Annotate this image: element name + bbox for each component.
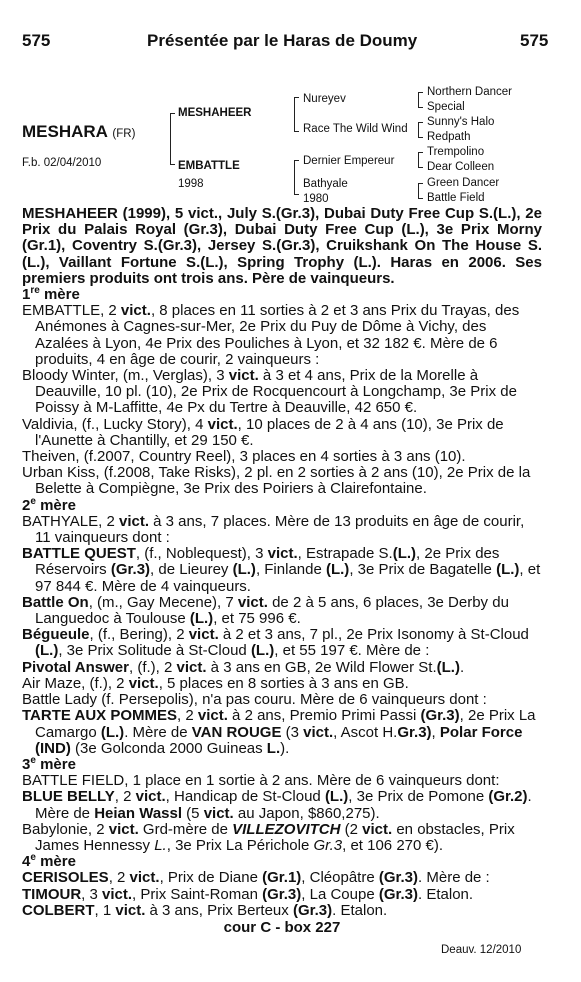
produce-entry: Battle On, (m., Gay Mecene), 7 vict. de 2 à 5 ans, 6 places, 3e Derby du Languedoc à Toulouse (L.), et 75 996 €. (22, 593, 509, 628)
section-first-dam: 1re mère (22, 285, 80, 304)
pedigree-sire: MESHAHEER (178, 107, 252, 119)
produce-entry: Bloody Winter, (m., Verglas), 3 vict. à 3 et 4 ans, Prix de la Morelle à Deauville, 10 pl. (10), 2e Prix de Rocquencourt à Longchamp, 3e Prix de Poissy à M-Laffitte, 4e Px du Tertre à Deauville, 42 650 €. (22, 367, 517, 417)
pedigree-dsd: Dear Colleen (427, 161, 495, 173)
catalogue-body (22, 206, 542, 936)
pedigree-dam-year: 1998 (178, 178, 204, 190)
lot-number-right: 575 (520, 31, 549, 50)
produce-entry: Babylonie, 2 vict. Grd-mère de VILLEZOVITCH (2 vict. en obstacles, Prix James Hennessy L., 3e Prix La Périchole Gr.3, et 106 270 €). (22, 820, 515, 854)
sale-reference: Deauv. 12/2010 (441, 944, 522, 956)
pedigree-sss: Northern Dancer (427, 86, 513, 98)
pedigree-sds: Sunny's Halo (427, 116, 495, 128)
sire-summary: MESHAHEER (1999), 5 vict., July S.(Gr.3), Dubai Duty Free Cup S.(L.), 2e Prix du Palais Royal (Gr.3), Dubai Duty Free Cup (L.), 3e Prix Morny (Gr.1), Coventry S.(Gr.3), Jersey S.(Gr.3), Cruikshank On The House S.(L.), Vaillant Fortune S.(L.), Spring Trophy (L.). Haras en 2006. Ses premiers produits ont trois ans. Père de vainqueurs. (22, 205, 542, 287)
section-third-dam: 3e mère (22, 754, 76, 773)
produce-entry: BLUE BELLY, 2 vict., Handicap de St-Cloud (L.), 3e Prix de Pomone (Gr.2). Mère de Heian Wassl (5 vict. au Japon, $860,275). (22, 788, 532, 822)
pedigree-dam: EMBATTLE (178, 160, 240, 172)
produce-entry: Bégueule, (f., Bering), 2 vict. à 2 et 3 ans, 7 pl., 2e Prix Isonomy à St-Cloud (L.), 3e Prix Solitude à St-Cloud (L.), et 55 197 €. Mère de : (22, 626, 529, 660)
produce-entry: Theiven, (f.2007, Country Reel), 3 places en 4 sorties à 3 ans (10). (22, 448, 466, 466)
horse-name: MESHARA (22, 122, 108, 141)
dam-entry: BATTLE FIELD, 1 place en 1 sortie à 2 ans. Mère de 6 vainqueurs dont: (22, 772, 500, 790)
stable-location: cour C - box 227 (223, 918, 341, 936)
section-fourth-dam: 4e mère (22, 852, 76, 871)
dam-entry: BATHYALE, 2 vict. à 3 ans, 7 places. Mère de 13 produits en âge de courir, 11 vainqueurs dont : (22, 512, 525, 547)
dam-entry: EMBATTLE, 2 vict., 8 places en 11 sorties à 2 et 3 ans Prix du Trayas, des Anémones à Cagnes-sur-Mer, 2e Prix du Puy de Dôme à Vichy, des Azalées à Lyon, 4e Prix des Pouliches à Lyon, et 32 182 €. Mère de 6 produits, 4 en âge de courir, 2 vainqueurs : (22, 302, 520, 368)
produce-entry: BATTLE QUEST, (f., Noblequest), 3 vict., Estrapade S.(L.), 2e Prix des Réservoirs (Gr.3), de Lieurey (L.), Finlande (L.), 3e Prix de Bagatelle (L.), et 97 844 €. Mère de 4 vainqueurs. (22, 545, 541, 595)
dam-entry: CERISOLES, 2 vict., Prix de Diane (Gr.1), Cléopâtre (Gr.3). Mère de : (22, 869, 490, 887)
pedigree-sd: Race The Wild Wind (303, 123, 408, 135)
horse-details: F.b. 02/04/2010 (22, 157, 102, 169)
produce-entry: Valdivia, (f., Lucky Story), 4 vict., 10 places de 2 à 4 ans (10), 3e Prix de l'Aunette à Chantilly, et 29 150 €. (22, 415, 504, 449)
pedigree-ds: Dernier Empereur (303, 155, 395, 167)
page-title: Présentée par le Haras de Doumy (147, 31, 418, 50)
horse-country: (FR) (112, 128, 136, 140)
pedigree-ss: Nureyev (303, 93, 346, 105)
produce-entry: TARTE AUX POMMES, 2 vict. à 2 ans, Premio Primi Passi (Gr.3), 2e Prix La Camargo (L.). Mère de VAN ROUGE (3 vict., Ascot H.Gr.3), Polar Force (IND) (3e Golconda 2000 Guineas L.). (22, 707, 536, 757)
produce-entry: Air Maze, (f.), 2 vict., 5 places en 8 sorties à 3 ans en GB. (22, 674, 409, 692)
pedigree-dss: Trempolino (427, 146, 485, 158)
pedigree-dd: Bathyale (303, 178, 348, 190)
pedigree-ssd: Special (427, 101, 465, 113)
section-second-dam: 2e mère (22, 495, 76, 514)
produce-entry: Urban Kiss, (f.2008, Take Risks), 2 pl. en 2 sorties à 2 ans (10), 2e Prix de la Belette à Compiègne, 3e Prix des Poiriers à Clairefontaine. (22, 464, 531, 498)
pedigree-dd-year: 1980 (303, 193, 329, 205)
pedigree-ddd: Battle Field (427, 192, 485, 204)
produce-entry: Pivotal Answer, (f.), 2 vict. à 3 ans en GB, 2e Wild Flower St.(L.). (22, 658, 465, 676)
pedigree-dds: Green Dancer (427, 177, 500, 189)
pedigree-sdd: Redpath (427, 131, 471, 143)
produce-entry: TIMOUR, 3 vict., Prix Saint-Roman (Gr.3), La Coupe (Gr.3). Etalon. (22, 885, 474, 903)
horse-title (22, 122, 135, 142)
lot-number-left: 575 (22, 31, 51, 50)
produce-entry: COLBERT, 1 vict. à 3 ans, Prix Berteux (Gr.3). Etalon. (22, 901, 388, 919)
produce-entry: Battle Lady (f. Persepolis), n'a pas couru. Mère de 6 vainqueurs dont : (22, 691, 487, 709)
